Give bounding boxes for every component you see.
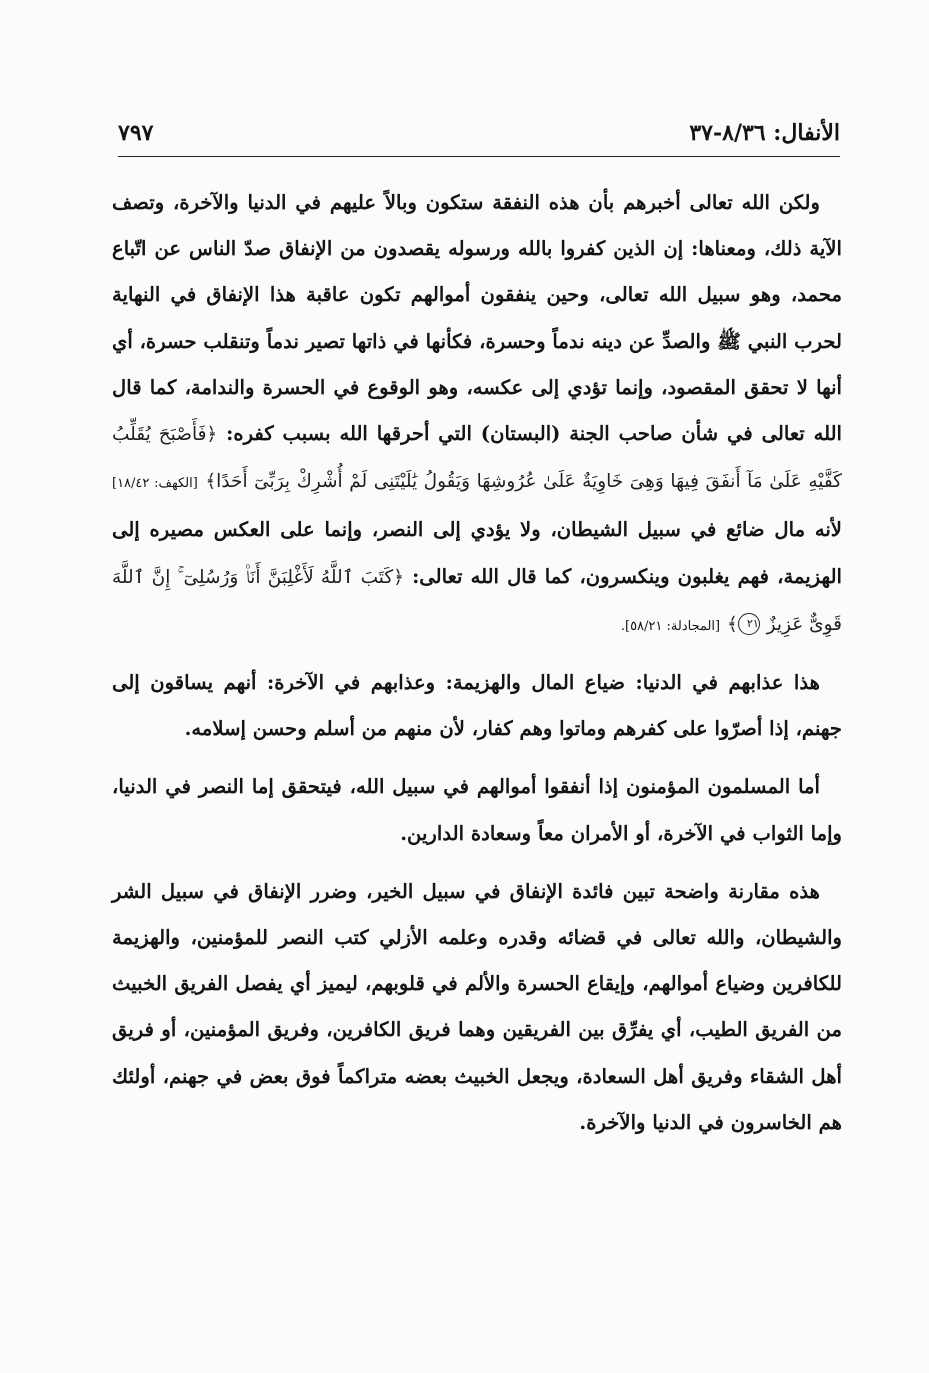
citation-mujadila: [المجادلة: ٥٨/٢١]. xyxy=(620,618,721,634)
paragraph-1 xyxy=(112,180,842,650)
quran-verse-close: ﴾ xyxy=(726,613,738,635)
main-text xyxy=(112,180,842,1146)
citation-kahf: [الكهف: ١٨/٤٢] xyxy=(112,476,198,492)
paragraph-3: أما المسلمون المؤمنون إذا أنفقوا أموالهم في سبيل الله، فيتحقق إما النصر في الدنيا، وإما الثواب في الآخرة، أو الأمران معاً وسعادة الدارين. xyxy=(112,775,842,845)
chapter-reference: الأنفال: ٨/٣٦-٣٧ xyxy=(689,120,840,146)
page-header xyxy=(118,116,840,157)
page-number: ٧٩٧ xyxy=(118,120,154,146)
quran-verse-mujadila: ﴿كَتَبَ ٱللَّهُ لَأَغْلِبَنَّ أَنَا۠ وَرُسُلِىٓ ۚ إِنَّ ٱللَّهَ قَوِىٌّ عَزِيزٌ xyxy=(112,566,842,635)
paragraph-4: هذه مقارنة واضحة تبين فائدة الإنفاق في سبيل الخير، وضرر الإنفاق في سبيل الشر والشيطان، والله تعالى في قضائه وقدره وعلمه الأزلي كتب النصر للمؤمنين، والهزيمة للكافرين وضياع أموالهم، وإيقاع الحسرة والألم في قلوبهم، ليميز أي يفصل الفريق الخبيث من الفريق الطيب، أي يفرِّق بين الفريقين وهما فريق الكافرين، وفريق المؤمنين، أو فريق أهل الشقاء وفريق أهل السعادة، ويجعل الخبيث بعضه متراكماً فوق بعض في جهنم، أولئك هم الخاسرون في الدنيا والآخرة. xyxy=(112,879,842,1134)
quran-verse-kahf: ﴿فَأَصْبَحَ يُقَلِّبُ كَفَّيْهِ عَلَىٰ مَآ أَنفَقَ فِيهَا وَهِىَ خَاوِيَةٌ عَلَىٰ عُرُوشِهَا وَيَقُولُ يَٰلَيْتَنِى لَمْ أُشْرِكْ بِرَبِّىٓ أَحَدًا﴾ xyxy=(112,424,842,493)
ayah-number-marker: ٢١ xyxy=(738,613,760,635)
paragraph-1-text-a: ولكن الله تعالى أخبرهم بأن هذه النفقة ستكون وبالاً عليهم في الدنيا والآخرة، وتصف الآية ذلك، ومعناها: إن الذين كفروا بالله ورسوله يقصدون من الإنفاق صدّ الناس عن اتّباع محمد، وهو سبيل الله تعالى، وحين ينفقون أموالهم تكون عاقبة هذا الإنفاق في النهاية لحرب النبي ﷺ والصدِّ عن دينه ندماً وحسرة، فكأنها في ذاتها تصير ندماً وتنقلب حسرة، أي أنها لا تحقق المقصود، وإنما تؤدي إلى عكسه، وهو الوقوع في الحسرة والندامة، كما قال الله تعالى في شأن صاحب الجنة (البستان) التي أحرقها الله بسبب كفره: xyxy=(112,191,843,446)
paragraph-2: هذا عذابهم في الدنيا: ضياع المال والهزيمة: وعذابهم في الآخرة: أنهم يساقون إلى جهنم، إذا أصرّوا على كفرهم وماتوا وهم كفار، لأن منهم من أسلم وحسن إسلامه. xyxy=(112,671,842,741)
paragraph-1-text-b: لأنه مال ضائع في سبيل الشيطان، ولا يؤدي إلى النصر، وإنما على العكس مصيره إلى الهزيمة، فهم يغلبون وينكسرون، كما قال الله تعالى: xyxy=(112,518,842,588)
